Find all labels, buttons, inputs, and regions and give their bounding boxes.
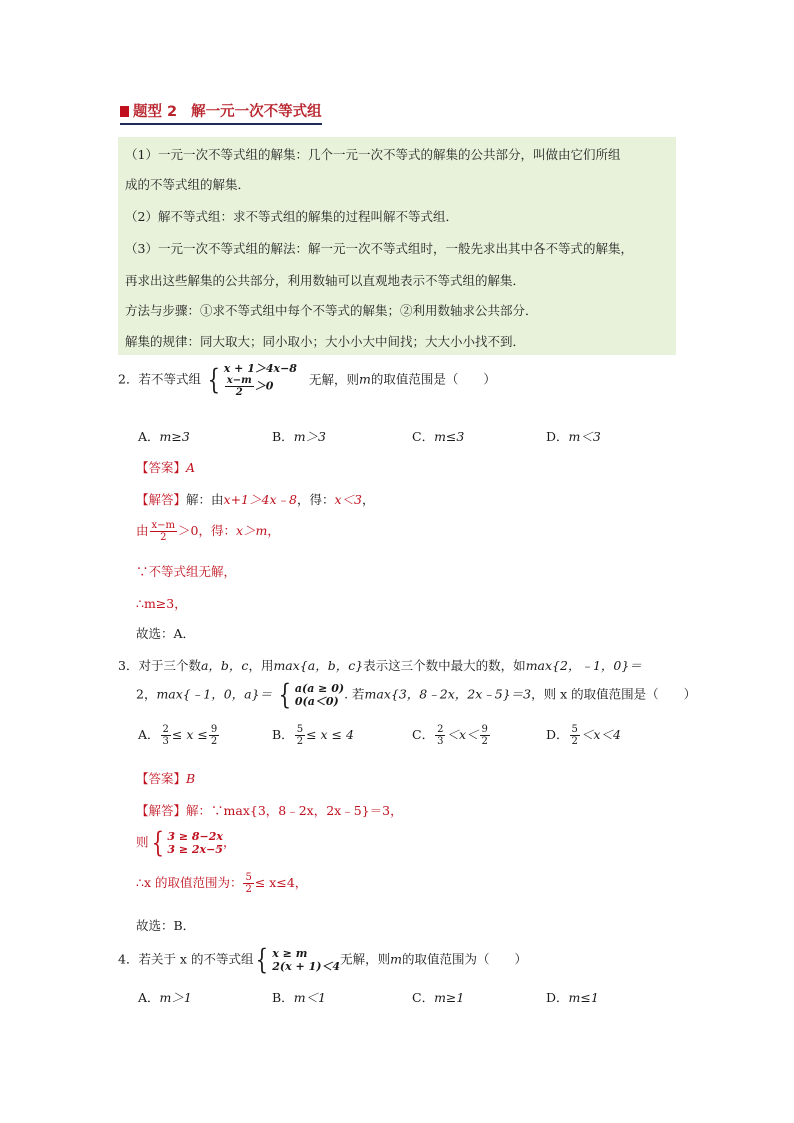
question-2-stem [118, 362, 496, 398]
summary-line: 方法与步骤：①求不等式组中每个不等式的解集；②利用数轴求公共部分． [125, 303, 538, 318]
q3-solution-line3: ∴x 的取值范围为： $\frac{5}{2}$ ≤ x≤4， [136, 872, 308, 895]
q3-answer: 【答案】B [136, 771, 196, 786]
q2-suffix2: 的取值范围是（ ） [370, 371, 496, 387]
summary-box [118, 137, 676, 355]
q3-choice-c: C． $\frac{2}{3}$ ＜x＜ $\frac{9}{2}$ [412, 724, 488, 747]
q2-choice-c: C．m≤3 [412, 429, 465, 444]
q2-choice-b: B．m＞3 [272, 429, 326, 444]
q4-choice-b: B．m＜1 [272, 990, 326, 1005]
q3-solution-line4: 故选：B． [136, 918, 196, 933]
question-3-line2: 2，max{﹣1，0，a}＝ { a(a ≥ 0) 0(a＜0) . 若max{3，8﹣2x，2x﹣5}＝3，则 x 的取值范围是（ ） [136, 678, 697, 711]
summary-line: 成的不等式组的解集． [125, 177, 251, 192]
heading-title: 解一元一次不等式组 [191, 104, 322, 120]
q3-choice-b: B． $\frac{5}{2}$ ≤ x ≤ 4 [272, 724, 354, 747]
q2-choice-d: D．m＜3 [546, 429, 601, 444]
q2-frac-num: x−m [226, 375, 252, 386]
q2-solution-line2: 由 $\frac{x-m}{2}$ ＞0，得：x＞m， [136, 520, 280, 543]
summary-line: 再求出这些解集的公共部分，利用数轴可以直观地表示不等式组的解集． [125, 273, 526, 288]
summary-line: （1）一元一次不等式组的解集：几个一元一次不等式的解集的公共部分，叫做由它们所组 [125, 147, 621, 162]
q2-solution-line3: ∵不等式组无解， [136, 564, 237, 579]
heading-label: 题型 2 [133, 104, 178, 120]
q3-choice-d: D． $\frac{5}{2}$ ＜x＜4 [546, 724, 621, 747]
q2-system: { x + 1＞4x−8 $\frac{x-m}{2}$ ＞0 [207, 362, 297, 398]
q2-answer: 【答案】A [136, 460, 196, 475]
q2-suffix: 无解，则 [308, 371, 359, 387]
q3-solution-line2: 则 { 3 ≥ 8−2x 3 ≥ 2x−5 ， [136, 826, 236, 859]
q2-solution-line4: ∴m≥3， [136, 596, 187, 611]
q2-sys-row1: x + 1＞4x−8 [223, 362, 297, 375]
question-4-stem: 4．若关于 x 的不等式组 { x ≥ m 2(x + 1)＜4 无解，则m的取值范围为（ ） [118, 943, 527, 976]
q4-choice-d: D．m≤1 [546, 990, 599, 1005]
q4-choice-c: C．m≥1 [412, 990, 465, 1005]
q2-sys-row2-tail: ＞0 [254, 379, 274, 393]
q2-choice-a: A．m≥3 [138, 429, 190, 444]
q3-choice-a: A． $\frac{2}{3}$ ≤ x ≤ $\frac{9}{2}$ [138, 724, 218, 747]
summary-line: 解集的规律：同大取大；同小取小；大小小大中间找；大大小小找不到． [125, 334, 526, 349]
q2-frac-den: 2 [235, 387, 243, 398]
q2-var: m [358, 371, 371, 387]
q2-solution-line5: 故选：A． [136, 626, 196, 641]
heading-square-icon [120, 106, 129, 117]
question-3-line1: 3．对于三个数a，b，c，用max{a，b，c}表示这三个数中最大的数，如max{2，﹣1，0}＝ [118, 658, 642, 673]
summary-line: （3）一元一次不等式组的解法：解一元一次不等式组时，一般先求出其中各不等式的解集， [125, 241, 633, 256]
q2-prefix: 2．若不等式组 [118, 371, 201, 387]
q3-solution-line1: 【解答】解：∵max{3，8﹣2x，2x﹣5}＝3， [136, 803, 403, 818]
q2-solution-line1: 【解答】解：由x+1＞4x﹣8，得：x＜3， [136, 492, 375, 507]
q4-choice-a: A．m＞1 [138, 990, 192, 1005]
summary-line: （2）解不等式组：求不等式组的解集的过程叫解不等式组． [125, 209, 458, 224]
section-heading [120, 100, 322, 125]
